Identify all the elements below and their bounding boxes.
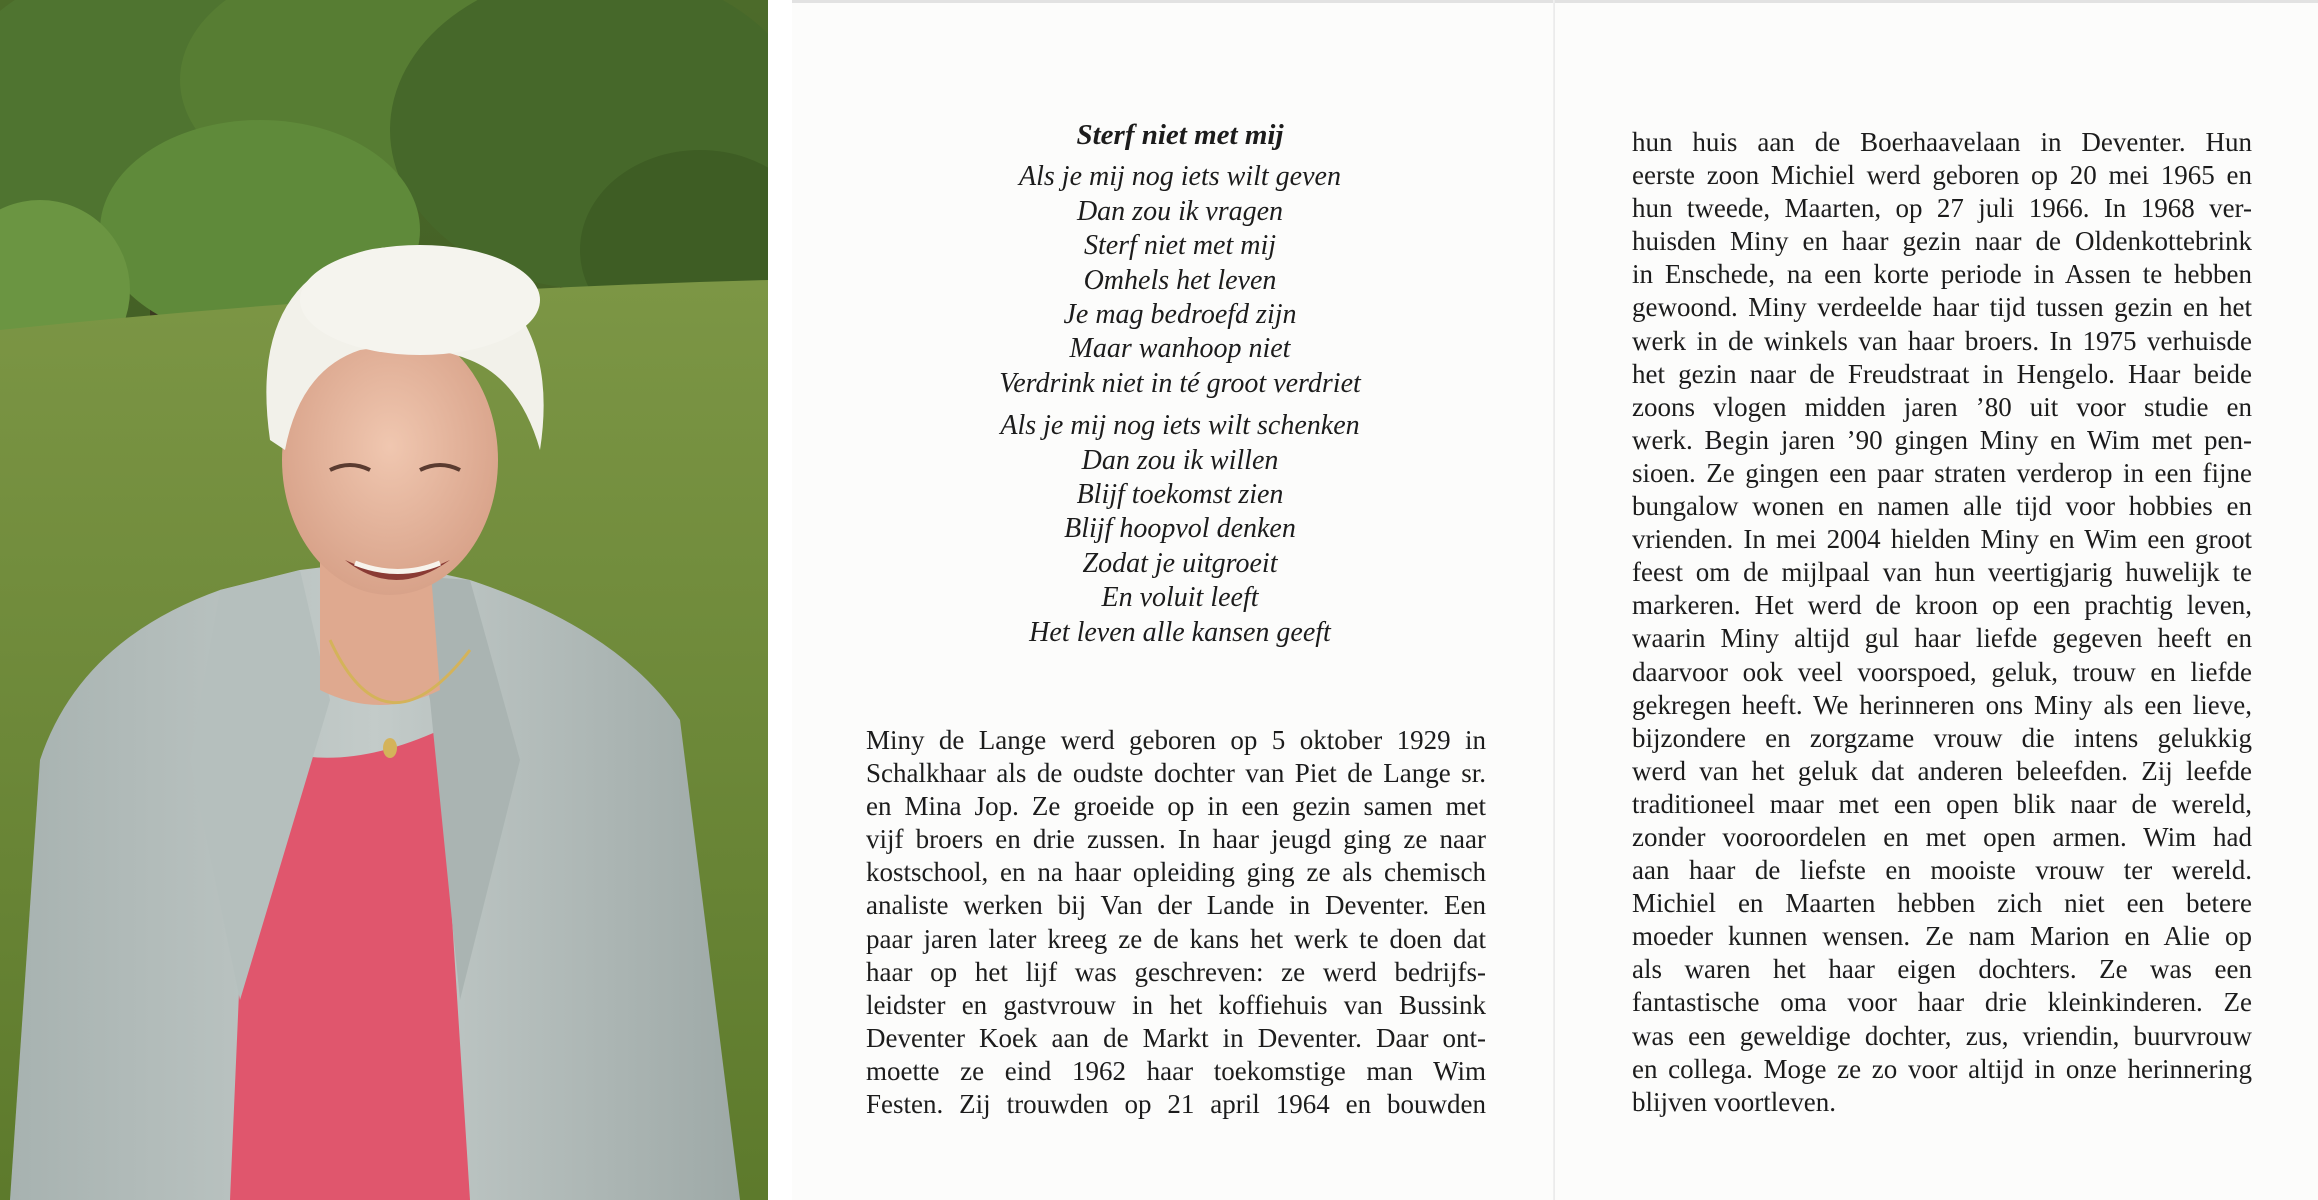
poem-stanza-2 [870,409,1490,650]
bio-line: in Enschede, na een korte periode in Assen te hebben [1632,259,2252,290]
bio-line: vijf broers en drie zussen. In haar jeugd ging ze naar [866,824,1486,855]
poem-title: Sterf niet met mij [1076,119,1284,151]
bio-line: vrienden. In mei 2004 hielden Miny en Wim een groot [1632,524,2252,555]
poem-line: Het leven alle kansen geeft [1029,616,1331,648]
bio-line: als waren het haar eigen dochters. Ze was een [1632,954,2252,985]
bio-line: en Mina Jop. Ze groeide op in een gezin samen met [866,791,1486,822]
page-gap [768,0,792,1200]
portrait-photo [0,0,768,1200]
bio-line: eerste zoon Michiel werd geboren op 20 mei 1965 en [1632,160,2252,191]
bio-line: gekregen heeft. We herinneren ons Miny als een lieve, [1632,689,2252,720]
poem-line: Sterf niet met mij [1083,230,1277,262]
bio-line: moeder kunnen wensen. Ze nam Marion en Alie op [1632,921,2252,952]
bio-line: Deventer Koek aan de Markt in Deventer. Daar ont- [866,1022,1486,1053]
bio-line: bungalow wonen en namen alle tijd voor hobbies en [1632,491,2252,522]
bio-line: moette ze eind 1962 haar toekomstige man Wim [866,1055,1486,1086]
bio-line: sioen. Ze gingen een paar straten verderop in een fijne [1632,457,2252,488]
necklace-pendant [383,738,397,758]
bio-line: zonder vooroordelen en met open armen. Wim had [1632,821,2252,852]
bio-line: paar jaren later kreeg ze de kans het werk te doen dat [866,923,1486,954]
hair-top [300,245,540,355]
card-fold-line [1553,0,1555,1200]
bio-line: Schalkhaar als de oudste dochter van Piet de Lange sr. [866,758,1486,789]
bio-line: werk. Begin jaren ’90 gingen Miny en Wim met pen- [1632,424,2252,455]
bio-line: haar op het lijf was geschreven: ze werd bedrijfs- [866,956,1486,987]
poem-line: Verdrink niet in té groot verdriet [999,367,1361,399]
biography-right-column [1632,126,2252,1119]
bio-line: hun tweede, Maarten, op 27 juli 1966. In 1968 ver- [1632,193,2252,224]
poem-line: Als je mij nog iets wilt schenken [1000,410,1360,442]
bio-line: fantastische oma voor haar drie kleinkinderen. Ze [1632,987,2252,1018]
bio-line: daarvoor ook veel voorspoed, geluk, trouw en liefde [1632,656,2252,687]
poem-line: Je mag bedroefd zijn [1063,299,1297,331]
bio-line: en collega. Moge ze zo voor altijd in onze herinnering [1632,1053,2252,1084]
bio-line: zoons vlogen midden jaren ’80 uit voor studie en [1632,391,2252,422]
poem-line: Blijf toekomst zien [1076,479,1284,511]
bio-line: Festen. Zij trouwden op 21 april 1964 en bouwden [866,1089,1486,1120]
poem-stanza-1 [870,160,1490,401]
poem-line: Maar wanhoop niet [1069,333,1291,365]
bio-line: analiste werken bij Van der Lande in Deventer. Een [866,890,1486,921]
bio-line: gewoond. Miny verdeelde haar tijd tussen gezin en het [1632,292,2252,323]
bio-line: traditioneel maar met een open blik naar de wereld, [1632,788,2252,819]
portrait-illustration [0,0,768,1200]
bio-line: aan haar de liefste en mooiste vrouw ter wereld. [1632,855,2252,886]
poem [870,118,1490,658]
bio-line: Miny de Lange werd geboren op 5 oktober 1929 in [866,725,1486,755]
bio-line: Michiel en Maarten hebben zich niet een betere [1632,888,2252,919]
poem-line: Als je mij nog iets wilt geven [1019,161,1341,193]
bio-line: werd van het geluk dat anderen beleefden. Zij leefde [1632,755,2252,786]
biography-left-column [866,724,1486,1121]
bio-line: blijven voortleven. [1632,1086,1836,1117]
poem-line: Omhels het leven [1083,264,1277,296]
bio-line: markeren. Het werd de kroon op een prachtig leven, [1632,590,2252,621]
bio-line: werk in de winkels van haar broers. In 1975 verhuisde [1632,325,2252,356]
bio-line: het gezin naar de Freudstraat in Hengelo. Haar beide [1632,358,2252,389]
bio-line: waarin Miny altijd gul haar liefde gegeven heeft en [1632,623,2252,654]
poem-line: Dan zou ik willen [1081,444,1279,476]
bio-line: hun huis aan de Boerhaavelaan in Deventer. Hun [1632,127,2252,157]
bio-line: feest om de mijlpaal van hun veertigjarig huwelijk te [1632,557,2252,588]
bio-line: huisden Miny en haar gezin naar de Oldenkottebrink [1632,226,2252,257]
poem-line: Blijf hoopvol denken [1064,513,1296,545]
poem-line: Zodat je uitgroeit [1082,547,1278,579]
bio-line: was een geweldige dochter, zus, vriendin, buurvrouw [1632,1020,2252,1051]
poem-line: Dan zou ik vragen [1076,195,1284,227]
bio-line: leidster en gastvrouw in het koffiehuis van Bussink [866,989,1486,1020]
bio-line: bijzondere en zorgzame vrouw die intens gelukkig [1632,722,2252,753]
poem-line: En voluit leeft [1101,582,1259,614]
bio-line: kostschool, en na haar opleiding ging ze als chemisch [866,857,1486,888]
